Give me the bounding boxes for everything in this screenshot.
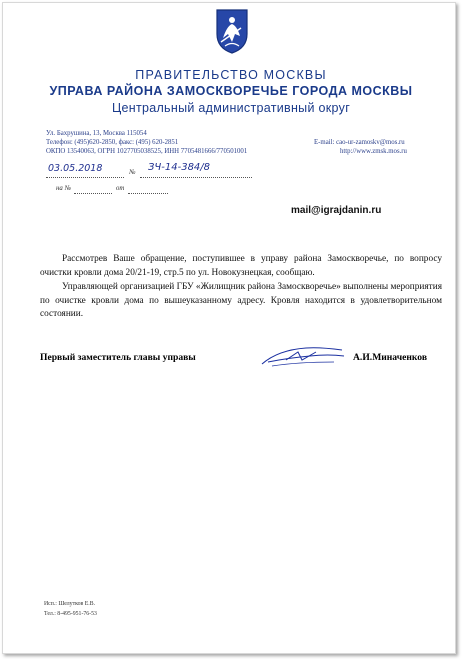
- date-line: [46, 177, 124, 178]
- signer-name: А.И.Миначенков: [353, 352, 428, 363]
- ref-date-line: [128, 193, 168, 194]
- body-paragraph-2: Управляющей организацией ГБУ «Жилищник района Замоскворечье» выполнены мероприятия по очистке кровли дома по вышеуказанному адресу. Кровля находится в удовлетворительном состоянии.: [40, 282, 442, 319]
- address: Ул. Бахрушина, 13, Москва 115054: [46, 130, 147, 137]
- ref-number-line: [74, 193, 112, 194]
- executor-name: Исп.: Шелутков Е.В.: [44, 601, 96, 607]
- handwritten-number: ЗЧ-14-384/8: [148, 162, 211, 173]
- government-name: ПРАВИТЕЛЬСТВО МОСКВЫ: [135, 68, 327, 82]
- number-line: [140, 177, 252, 178]
- ref-number-label: на №: [56, 185, 71, 192]
- executor-phone: Тел.: 8-495-951-76-53: [44, 611, 97, 617]
- handwritten-date: 03.05.2018: [48, 163, 103, 174]
- district-name: Центральный административный округ: [111, 101, 351, 115]
- phone-fax: Телефон: (495)620-2850, факс: (495) 620-2851: [46, 139, 179, 146]
- contact-email: E-mail: cao-ur-zamoskv@mos.ru: [314, 139, 405, 146]
- ref-from-label: от: [116, 185, 125, 192]
- number-sign-label: №: [129, 169, 136, 176]
- handwritten-signature: [258, 340, 348, 372]
- recipient-email: mail@igrajdanin.ru: [291, 205, 382, 216]
- moscow-coat-of-arms-icon: [215, 8, 249, 54]
- body-paragraph-1: Рассмотрев Ваше обращение, поступившее в управу района Замоскворечье, по вопросу очистки кровли дома 20/21-19, стр.5 по ул. Новокузнецкая, сообщаю.: [40, 254, 442, 278]
- website: http://www.zmsk.mos.ru: [340, 148, 407, 155]
- organization-name: УПРАВА РАЙОНА ЗАМОСКВОРЕЧЬЕ ГОРОДА МОСКВЫ: [49, 84, 413, 98]
- registration-codes: ОКПО 13540063, ОГРН 1027705038525, ИНН 7705481666/770501001: [46, 148, 248, 155]
- letter-page: [2, 2, 456, 654]
- signer-title: Первый заместитель главы управы: [40, 352, 196, 363]
